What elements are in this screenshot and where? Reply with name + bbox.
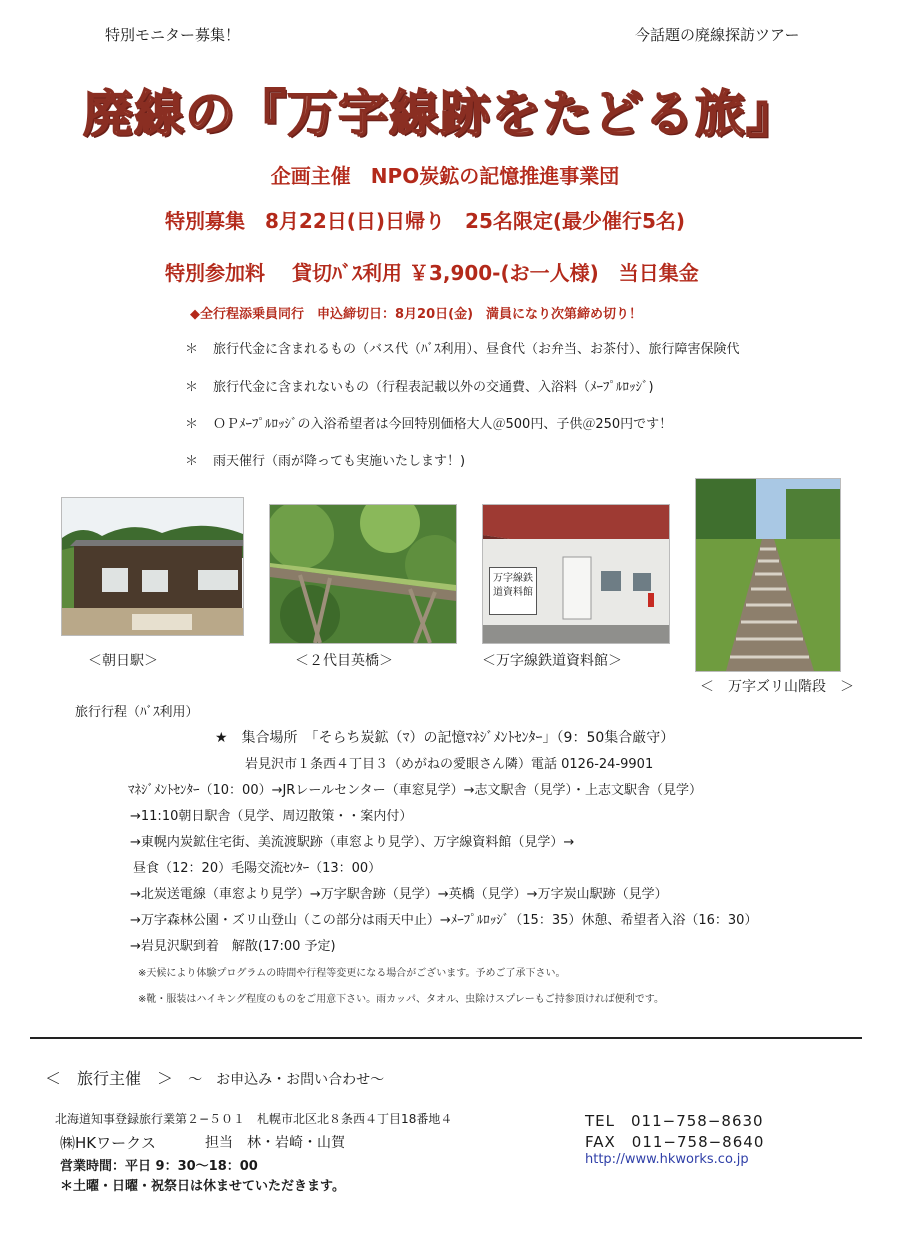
itinerary-line: 昼食（12：20）毛陽交流ｾﾝﾀｰ（13：00）: [133, 861, 382, 876]
phone-number: TEL 011−758−8630: [585, 1112, 764, 1130]
host-label: [45, 1066, 384, 1089]
fax-number: FAX 011−758−8640: [585, 1133, 765, 1151]
special-recruitment-line: 特別募集 8月22日(日)日帰り 25名限定(最少催行5名): [165, 209, 686, 233]
photo-railway-museum: [482, 504, 670, 644]
registration-address: 北海道知事登録旅行業第２−５０１ 札幌市北区北８条西４丁目18番地４: [55, 1112, 453, 1126]
note-text: 旅行代金に含まれるもの（バス代（ﾊﾞｽ利用）、昼食代（お弁当、お茶付）、旅行障害保険代: [213, 342, 740, 357]
note-item: [185, 413, 672, 432]
itinerary-line: ﾏﾈｼﾞﾒﾝﾄｾﾝﾀｰ（10：00）→JRレールセンター（車窓見学）→志文駅舎（見学）・上志文駅舎（見学）: [128, 783, 702, 798]
photo-caption: ＜万字線鉄道資料館＞: [482, 653, 622, 669]
itinerary-footnote: ※靴・服装はハイキング程度のものをご用意下さい。雨カッパ、タオル、虫除けスプレーもご持参頂ければ便利です。: [138, 994, 664, 1005]
itinerary-line: →岩見沢駅到着 解散(17:00 予定): [130, 939, 336, 954]
organizer-line: 企画主催 NPO炭鉱の記憶推進事業団: [270, 164, 620, 188]
deadline-notice: ◆全行程添乗員同行 申込締切日：8月20日(金) 満員になり次第締め切り！: [190, 307, 643, 322]
contact-label: 〜 お申込み・お問い合わせ〜: [188, 1072, 385, 1088]
website-link[interactable]: http://www.hkworks.co.jp: [585, 1152, 749, 1167]
header-right-text: 今話題の廃線探訪ツアー: [635, 26, 800, 44]
page-title: 廃線の『万字線跡をたどる旅』: [83, 85, 797, 143]
photo-caption: ＜２代目英橋＞: [295, 653, 393, 669]
itinerary-heading: 旅行行程（ﾊﾞｽ利用）: [75, 705, 199, 720]
itinerary-line: →11:10朝日駅舎（見学、周辺散策・・案内付）: [130, 809, 413, 824]
meeting-address: 岩見沢市１条西４丁目３（めがねの愛眼さん隣）電話 0126-24-9901: [245, 757, 654, 772]
note-mark: ＊: [185, 342, 199, 357]
participation-fee-line: 特別参加料 貸切ﾊﾞｽ利用 ￥3,900-(お一人様) 当日集金: [165, 261, 699, 285]
itinerary-line: →万字森林公園・ズリ山登山（この部分は雨天中止）→ﾒｰﾌﾟﾙﾛｯｼﾞ（15：35）休憩、希望者入浴（16：30）: [130, 913, 758, 928]
photo-zuri-yama-stairs: [695, 478, 841, 672]
closed-days: ＊土曜・日曜・祝祭日は休ませていただきます。: [60, 1179, 345, 1194]
business-hours: 営業時間：平日 9：30〜18：00: [60, 1159, 258, 1174]
note-mark: ＊: [185, 454, 199, 469]
itinerary-line: →北炭送電線（車窓より見学）→万字駅舎跡（見学）→英橋（見学）→万字炭山駅跡（見学）: [130, 887, 668, 902]
meeting-place: ★ 集合場所 「そらち炭鉱（ﾏ）の記憶ﾏﾈｼﾞﾒﾝﾄｾﾝﾀｰ」（9：50集合厳守）: [215, 730, 675, 746]
header-left-text: 特別モニター募集！: [105, 26, 241, 44]
note-item: [185, 338, 740, 357]
itinerary-footnote: ※天候により体験プログラムの時間や行程等変更になる場合がございます。予めご了承下さい。: [138, 968, 566, 979]
note-item: [185, 450, 465, 469]
photo-ei-bridge: [269, 504, 457, 644]
photo-caption: ＜ 万字ズリ山階段 ＞: [700, 679, 854, 695]
photo-asahi-station: [61, 497, 244, 636]
section-divider: [30, 1037, 862, 1039]
host-label-text: ＜ 旅行主催 ＞: [45, 1069, 174, 1088]
note-mark: ＊: [185, 380, 199, 395]
itinerary-line: →東幌内炭鉱住宅街、美流渡駅跡（車窓より見学）、万字線資料館（見学）→: [130, 835, 575, 850]
staff-names: 担当 林・岩崎・山賀: [205, 1135, 345, 1151]
note-text: ＯＰﾒｰﾌﾟﾙﾛｯｼﾞの入浴希望者は今回特別価格大人＠500円、子供＠250円です！: [213, 417, 673, 432]
note-text: 旅行代金に含まれないもの（行程表記載以外の交通費、入浴料（ﾒｰﾌﾟﾙﾛｯｼﾞ): [213, 380, 654, 395]
note-item: [185, 376, 654, 395]
photo-caption: ＜朝日駅＞: [88, 653, 158, 669]
note-mark: ＊: [185, 417, 199, 432]
note-text: 雨天催行（雨が降っても実施いたします！): [213, 454, 466, 469]
museum-sign: 万字線鉄道資料館: [489, 567, 537, 615]
company-name: ㈱HKワークス: [60, 1134, 156, 1152]
